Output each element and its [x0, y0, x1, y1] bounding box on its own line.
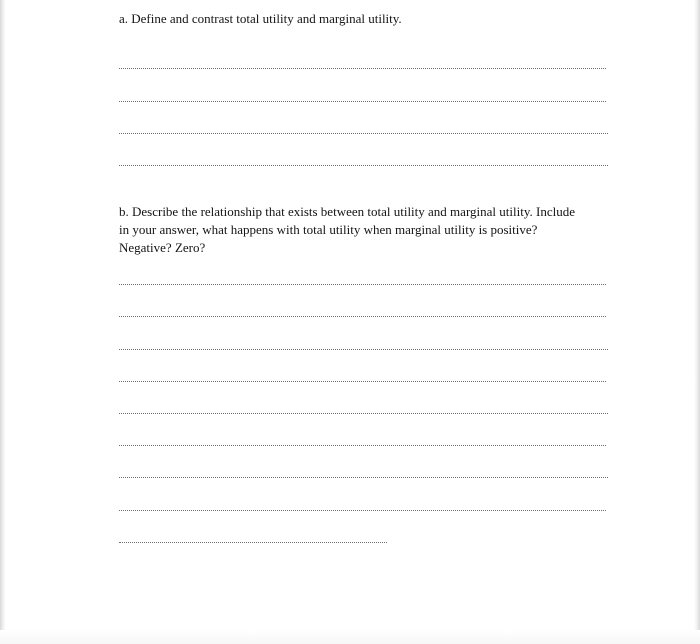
answer-line-b-6[interactable] [119, 445, 606, 446]
answer-line-b-5[interactable] [119, 413, 608, 414]
answer-line-a-3[interactable] [119, 133, 608, 134]
question-b-line-1: b. Describe the relationship that exists between total utility and marginal utility. Include [119, 204, 575, 219]
answer-line-b-8[interactable] [119, 510, 606, 511]
page-right-edge [694, 0, 700, 644]
answer-line-a-2[interactable] [119, 101, 606, 102]
answer-line-b-7[interactable] [119, 477, 608, 478]
answer-line-b-3[interactable] [119, 349, 608, 350]
page-bottom-shadow [0, 630, 700, 644]
answer-line-b-2[interactable] [119, 316, 606, 317]
page-left-edge [0, 0, 6, 644]
answer-line-b-9[interactable] [119, 542, 387, 543]
question-b-line-3: Negative? Zero? [119, 240, 206, 255]
answer-line-a-1[interactable] [119, 68, 606, 69]
question-a-text: a. Define and contrast total utility and marginal utility. [119, 11, 402, 26]
answer-line-b-1[interactable] [119, 284, 606, 285]
question-b-line-2: in your answer, what happens with total utility when marginal utility is positive? [119, 222, 538, 237]
answer-line-b-4[interactable] [119, 381, 606, 382]
question-b [119, 203, 619, 257]
question-a [119, 10, 619, 28]
answer-line-a-4[interactable] [119, 165, 608, 166]
